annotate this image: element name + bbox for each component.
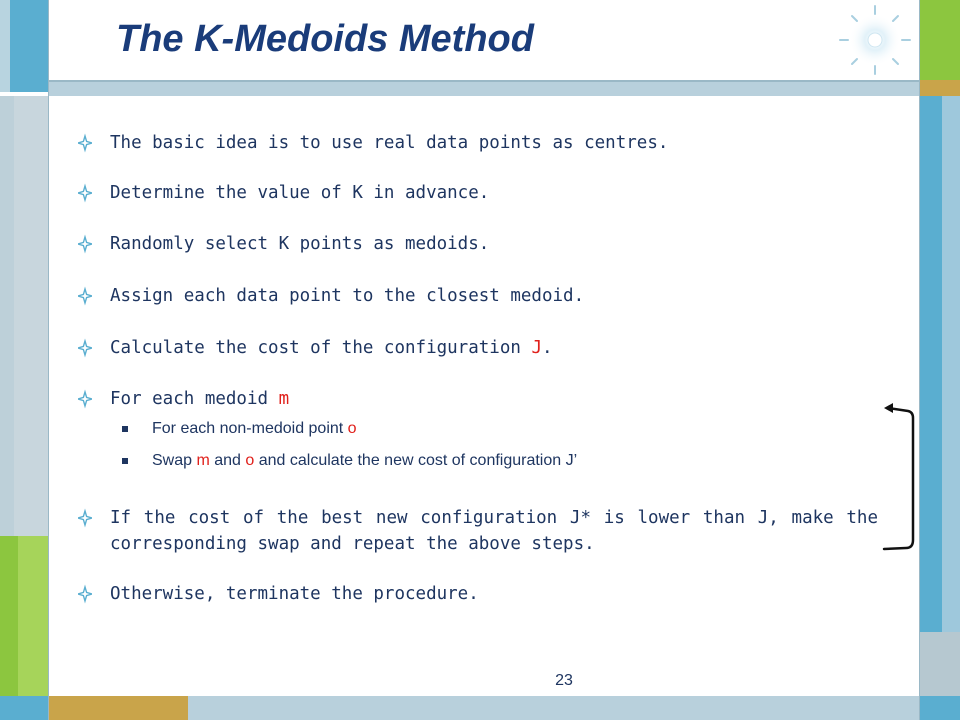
sub-bullet-text [152, 450, 842, 472]
bullet-text-part: . [541, 338, 553, 358]
slide-title: The K-Medoids Method [116, 18, 534, 60]
footer-band-gold [48, 696, 188, 720]
right-decor-green [920, 0, 960, 80]
sub-bullet-text-part: Swap [152, 452, 197, 469]
sub-bullet-text [152, 418, 842, 440]
right-decor-gold [920, 80, 960, 96]
right-frame-line [919, 0, 920, 720]
square-icon [122, 458, 128, 464]
left-decor-band-inner [10, 0, 48, 92]
four-point-star-icon [78, 505, 92, 531]
variable-m: m [196, 452, 210, 469]
left-decor-green-inner [18, 536, 48, 696]
square-icon [122, 426, 128, 432]
loop-bracket-arrow-icon [880, 400, 920, 560]
bullet-text: If the cost of the best new configuration J* is lower than J, make the corresponding swap and repeat the above steps. [110, 508, 878, 554]
sub-bullet-item [122, 450, 842, 472]
bullet-item [78, 386, 878, 412]
left-decor-bottom [0, 696, 48, 720]
four-point-star-icon [78, 130, 92, 156]
four-point-star-icon [78, 283, 92, 309]
bullet-item [78, 180, 878, 206]
left-decor-mid-inner [14, 96, 48, 536]
left-frame-line [48, 0, 49, 720]
four-point-star-icon [78, 231, 92, 257]
variable-o: o [347, 420, 357, 437]
bullet-item [78, 283, 878, 309]
bullet-text: Otherwise, terminate the procedure. [110, 584, 479, 604]
right-decor-bottom [920, 696, 960, 720]
page-number: 23 [555, 672, 573, 689]
bullet-text [110, 386, 878, 412]
bullet-item [78, 231, 878, 257]
bullet-text: The basic idea is to use real data points as centres. [110, 133, 669, 153]
four-point-star-icon [78, 180, 92, 206]
sparkle-star-icon [830, 0, 920, 80]
sub-bullet-item [122, 418, 842, 440]
title-divider [48, 80, 920, 96]
sub-bullet-text-part: and calculate the new cost of configuration J’ [254, 452, 578, 469]
variable-m: m [278, 389, 290, 409]
bullet-item [78, 505, 878, 557]
variable-o: o [245, 452, 255, 469]
title-divider-line [48, 80, 920, 82]
four-point-star-icon [78, 581, 92, 607]
variable-j: J [531, 338, 542, 358]
right-decor-low [920, 632, 960, 696]
bullet-item [78, 130, 878, 156]
bullet-text: Randomly select K points as medoids. [110, 234, 490, 254]
bullet-text-part: For each medoid [110, 389, 279, 409]
bullet-item [78, 581, 878, 607]
bullet-item [78, 335, 878, 361]
bullet-text: Determine the value of K in advance. [110, 183, 490, 203]
sub-bullet-text-part: and [209, 452, 246, 469]
four-point-star-icon [78, 386, 92, 412]
sub-bullet-text-part: For each non-medoid point [152, 420, 348, 437]
bullet-text-part: Calculate the cost of the configuration [110, 338, 532, 358]
bullet-text [110, 335, 878, 361]
four-point-star-icon [78, 335, 92, 361]
bullet-text: Assign each data point to the closest medoid. [110, 286, 585, 306]
right-decor-mid-inner [920, 96, 942, 632]
